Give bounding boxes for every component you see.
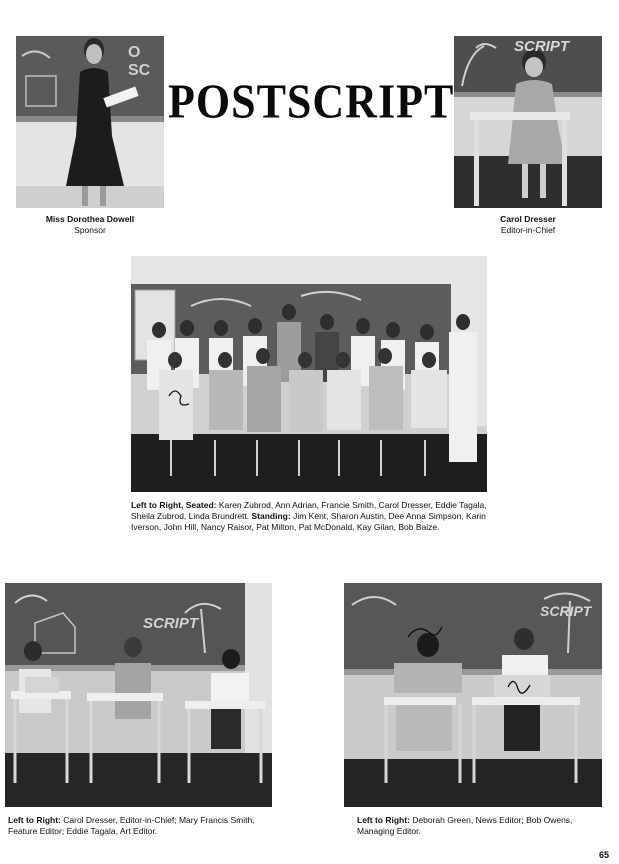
group-standing-label: Standing: bbox=[251, 511, 291, 521]
chalkboard-text: SCRIPT bbox=[143, 615, 199, 632]
staff-left-label: Left to Right: bbox=[8, 815, 61, 825]
chalkboard-text: SCRIPT bbox=[540, 603, 592, 619]
staff-right-caption bbox=[357, 815, 597, 837]
staff-left-photo bbox=[5, 583, 272, 807]
sponsor-caption bbox=[16, 214, 164, 236]
group-standing-names: Jim Kent, Sharon Austin, Dee Anna Simpson, Karin Iverson, John Hill, Nancy Raisor, Pat Milton, Pat McDonald, Kay Gilan, Bob Baize. bbox=[131, 511, 486, 532]
editor-photo bbox=[454, 36, 602, 208]
group-seated-names: Karen Zubrod, Ann Adrian, Francie Smith, Carol Dresser, Eddie Tagala, Sheila Zubrod, Linda Brundrett. bbox=[131, 500, 487, 521]
sponsor-name: Miss Dorothea Dowell bbox=[45, 214, 135, 224]
editor-name: Carol Dresser bbox=[500, 214, 556, 224]
sponsor-role: Sponsor bbox=[74, 225, 106, 235]
sponsor-photo bbox=[16, 36, 164, 208]
staff-right-label: Left to Right: bbox=[357, 815, 410, 825]
editor-role: Editor-in-Chief bbox=[500, 225, 556, 235]
chalkboard-text: SCRIPT bbox=[514, 38, 570, 55]
page-title: POSTSCRIPT bbox=[168, 74, 455, 129]
editor-caption bbox=[454, 214, 602, 236]
chalkboard-text: O SC bbox=[128, 44, 151, 79]
staff-right-photo bbox=[344, 583, 602, 807]
group-photo bbox=[131, 256, 487, 492]
staff-left-names: Carol Dresser, Editor-in-Chief; Mary Francis Smith, Feature Editor; Eddie Tagala, Art Editor. bbox=[8, 815, 255, 836]
staff-left-caption bbox=[8, 815, 274, 837]
page-number: 65 bbox=[598, 850, 609, 860]
group-seated-label: Left to Right, Seated: bbox=[131, 500, 217, 510]
group-caption bbox=[131, 500, 491, 533]
staff-right-names: Deborah Green, News Editor; Bob Owens, Managing Editor. bbox=[357, 815, 573, 836]
